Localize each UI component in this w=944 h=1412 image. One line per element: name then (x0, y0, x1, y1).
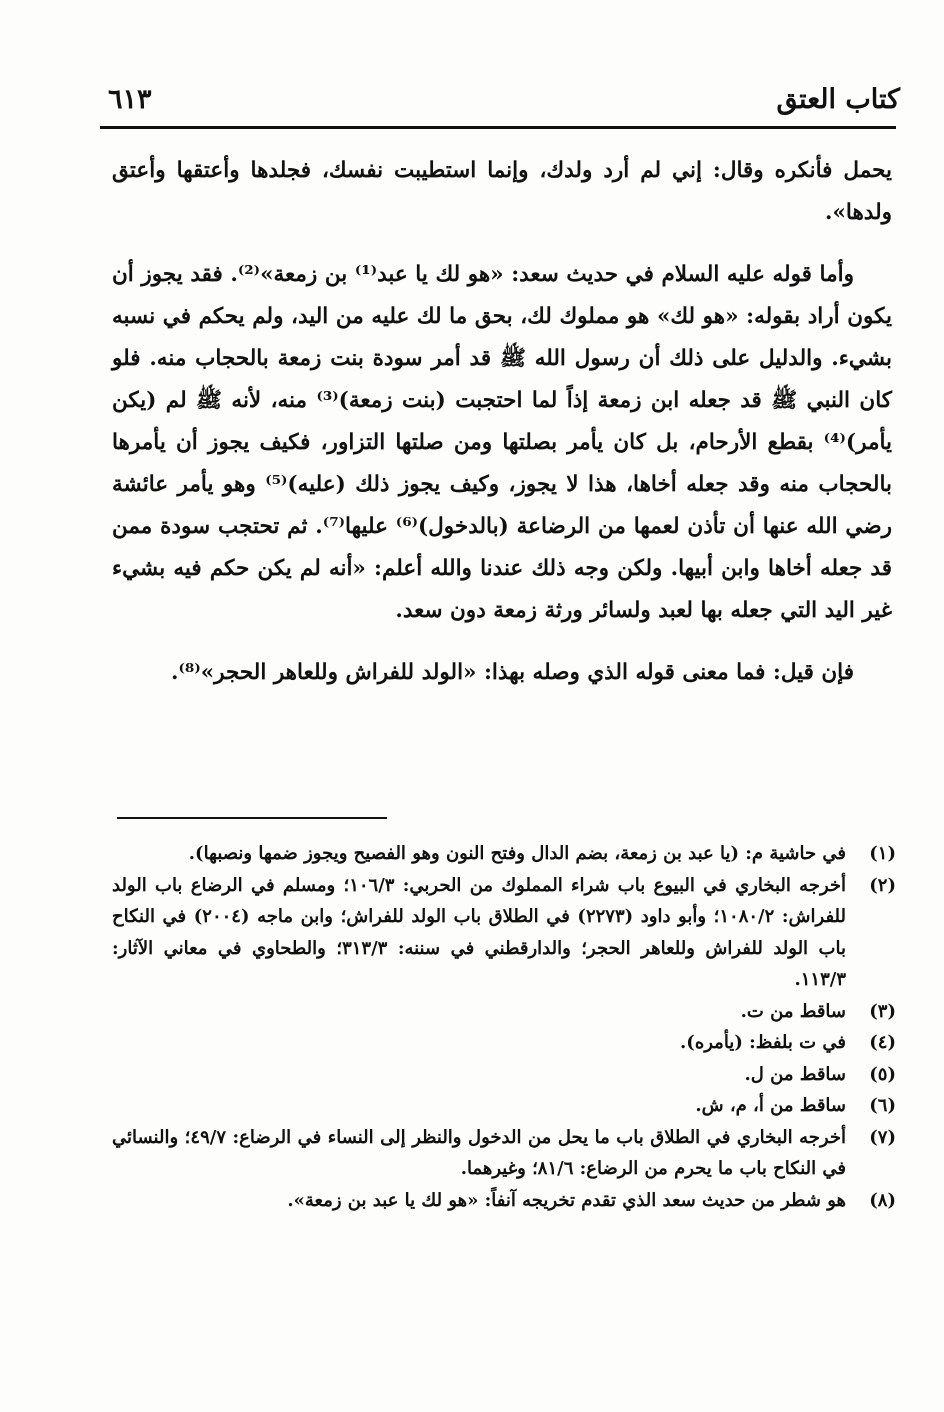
footnote-text: أخرجه البخاري في الطلاق باب ما يحل من الدخول والنظر إلى النساء في الرضاع: ٤٩/٧؛ والنسائي في النكاح باب ما يحرم من الرضاع: ٨١/٦؛ وغيرهما. (112, 1126, 846, 1179)
footnote-text: في حاشية م: (يا عبد بن زمعة، بضم الدال وفتح النون وهو الفصيح ويجوز ضمها ونصبها). (188, 843, 846, 864)
footnote-text: في ت بلفظ: (يأمره). (680, 1032, 846, 1053)
footnote (112, 1090, 896, 1122)
paragraph: فإن قيل: فما معنى قوله الذي وصله بهذا: «الولد للفراش وللعاهر الحجر»⁽⁸⁾. (171, 660, 854, 685)
footnote-number: (٨) (869, 1189, 896, 1211)
paragraph: وأما قوله عليه السلام في حديث سعد: «هو لك يا عبد⁽¹⁾ بن زمعة»⁽²⁾. فقد يجوز أن يكون أراد بقوله: «هو لك» هو مملوك لك، بحق ما لك عليه من اليد، ولم يحكم في نسبه بشيء. والدليل على ذلك أن رسول الله ﷺ قد أمر سودة بنت زمعة بالحجاب منه. فلو كان النبي ﷺ قد جعله ابن زمعة إذاً لما احتجبت (بنت زمعة)⁽³⁾ منه، لأنه ﷺ لم (يكن يأمر)⁽⁴⁾ بقطع الأرحام، بل كان يأمر بصلتها ومن صلتها التزاور، فكيف يجوز أن يأمرها بالحجاب منه وقد جعله أخاها، هذا لا يجوز، وكيف يجوز ذلك (عليه)⁽⁵⁾ وهو يأمر عائشة رضي الله عنها أن تأذن لعمها من الرضاعة (بالدخول)⁽⁶⁾ عليها⁽⁷⁾. ثم تحتجب سودة ممن قد جعله أخاها وابن أبيها. ولكن وجه ذلك عندنا والله أعلم: «أنه لم يكن حكم فيه بشيء غير اليد التي جعله بها لعبد ولسائر ورثة زمعة دون سعد. (112, 262, 892, 623)
footnote (112, 870, 896, 996)
footnote-text: هو شطر من حديث سعد الذي تقدم تخريجه آنفاً: «هو لك يا عبد بن زمعة». (287, 1189, 846, 1211)
footnote (112, 1059, 896, 1091)
footnote (112, 838, 896, 870)
footnote-text: ساقط من أ، م، ش. (695, 1095, 846, 1116)
footnote (112, 1027, 896, 1059)
footnote-number: (٥) (869, 1063, 896, 1085)
footnote-text: ساقط من ل. (744, 1063, 846, 1085)
footnote-number: (٦) (869, 1095, 896, 1116)
footnote (112, 1122, 896, 1185)
footnote-divider (117, 817, 387, 819)
book-title: كتاب العتق (776, 84, 900, 115)
main-text (112, 150, 892, 714)
footnote-text: ساقط من ت. (740, 1000, 846, 1022)
footnote-number: (٢) (869, 874, 896, 896)
page-header (100, 78, 900, 126)
paragraph: يحمل فأنكره وقال: إني لم أرد ولدك، وإنما استطيبت نفسك، فجلدها وأعتقها وأعتق ولدها». (112, 158, 892, 225)
footnote-number: (٣) (869, 1000, 896, 1022)
header-divider (100, 126, 896, 129)
footnotes (112, 838, 896, 1216)
footnote-number: (٧) (869, 1126, 896, 1148)
footnote (112, 996, 896, 1028)
footnote-number: (٤) (869, 1032, 896, 1053)
footnote-number: (١) (869, 843, 896, 864)
page-number: ٦١٣ (108, 84, 152, 115)
footnote (112, 1185, 896, 1217)
footnote-text: أخرجه البخاري في البيوع باب شراء المملوك من الحربي: ١٠٦/٣؛ ومسلم في الرضاع باب الولد للفراش: ١٠٨٠/٢؛ وأبو داود (٢٢٧٣) في الطلاق باب الولد للفراش؛ وابن ماجه (٢٠٠٤) في النكاح باب الولد للفراش وللعاهر الحجر؛ والدارقطني في سننه: ٣١٣/٣؛ والطحاوي في معاني الآثار: ١١٣/٣. (112, 874, 846, 990)
